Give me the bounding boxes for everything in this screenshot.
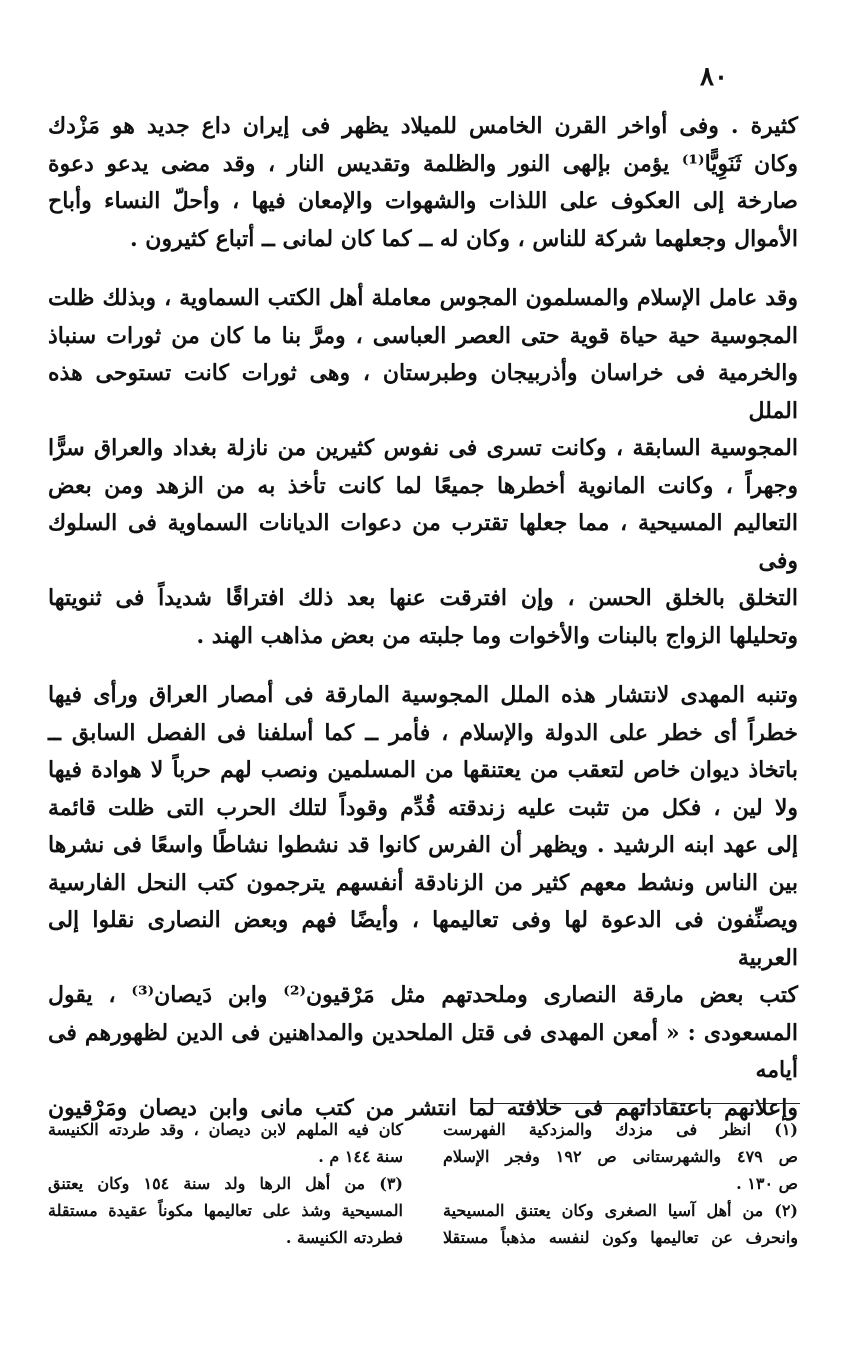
text-line: خطراً أى خطر على الدولة والإسلام ، فأمر ــ كما أسلفنا فى الفصل السابق ــ [48, 719, 798, 746]
main-text [48, 108, 798, 1149]
paragraph-2 [48, 280, 798, 655]
text-line: إلى عهد ابنه الرشيد . ويظهر أن الفرس كانوا قد نشطوا نشاطًا واسعًا فى نشرها [48, 832, 798, 858]
text-line: وتحليلها الزواج بالبنات والأخوات وما جلبته من بعض مذاهب الهند . [196, 622, 798, 649]
text-line: كثيرة . وفى أواخر القرن الخامس للميلاد يظهر فى إيران داع جديد هو مَزْدك [48, 113, 798, 139]
footnote-line: سنة ١٤٤ م . [318, 1147, 403, 1166]
footnote-line: (١) انظر فى مزدك والمزدكية الفهرست [443, 1120, 798, 1139]
footnote-line: ص ١٣٠ . [736, 1174, 798, 1193]
footnote-divider [470, 1103, 800, 1104]
footnote-line: (٣) من أهل الرها ولد سنة ١٥٤ وكان يعتنق [48, 1174, 403, 1193]
text-line: والخرمية فى خراسان وأذربيجان وطبرستان ، وهى ثورات كانت تستوحى هذه الملل [48, 360, 798, 424]
text-line: ولا لين ، فكل من تثبت عليه زندقته قُدِّم وقوداً لتلك الحرب التى ظلت قائمة [48, 794, 798, 821]
text-line: المجوسية السابقة ، وكانت تسرى فى نفوس كثيرين من نازلة بغداد والعراق سرًّا [48, 435, 798, 461]
paragraph-3 [48, 677, 798, 1127]
text-line: وتنبه المهدى لانتشار هذه الملل المجوسية المارقة فى أمصار العراق ورأى فيها [48, 682, 798, 708]
footnote-column-right [443, 1116, 798, 1251]
footnote-line: المسيحية وشذ على تعاليمها مكوناً عقيدة مستقلة [48, 1201, 403, 1220]
text-line: التخلق بالخلق الحسن ، وإن افترقت عنها بعد ذلك افتراقًا شديداً فى ثنويتها [48, 585, 798, 611]
text-line: وجهراً ، وكانت المانوية أخطرها جميعًا لما كانت تأخذ به من الزهد ومن بعض [48, 472, 799, 499]
footnote-line: وانحرف عن تعاليمها وكون لنفسه مذهباً مستقلا [443, 1228, 798, 1247]
text-line: وقد عامل الإسلام والمسلمون المجوس معاملة أهل الكتب السماوية ، وبذلك ظلت [48, 285, 798, 311]
footnote-line: ص ٤٧٩ والشهرستانى ص ١٩٢ وفجر الإسلام [443, 1147, 798, 1166]
text-line: وكان ثَنَوِيًّا⁽¹⁾ يؤمن بإلهى النور والظلمة وتقديس النار ، وقد مضى يدعو دعوة [48, 150, 798, 177]
footnote-line: فطردته الكنيسة . [285, 1228, 403, 1247]
text-line: صارخة إلى العكوف على اللذات والشهوات والإمعان فيها ، وأحلّ النساء وأباح [48, 188, 798, 214]
paragraph-1 [48, 108, 798, 258]
text-line: وإعلانهم باعتقاداتهم فى خلافته لما انتشر من كتب مانى وابن ديصان ومَرْقيون [48, 1094, 798, 1121]
text-line: الأموال وجعلهما شركة للناس ، وكان له ــ كما كان لمانى ــ أتباع كثيرون . [129, 225, 798, 252]
text-line: المسعودى : « أمعن المهدى فى قتل الملحدين والمداهنين فى الدين لظهورهم فى أيامه [48, 1019, 798, 1083]
text-line: بين الناس ونشط معهم كثير من الزنادقة أنفسهم يترجمون كتب النحل الفارسية [48, 869, 798, 896]
text-line: ويصنِّفون فى الدعوة لها وفى تعاليمها ، وأيضًا فهم وبعض النصارى نقلوا إلى العربية [48, 907, 798, 971]
footnotes [48, 1116, 798, 1251]
page-number: ٨٠ [700, 62, 728, 92]
footnote-line: (٢) من أهل آسيا الصغرى وكان يعتنق المسيحية [443, 1201, 798, 1220]
text-line: المجوسية حية حياة قوية حتى العصر العباسى ، ومرَّ بنا ما كان من ثورات سنباذ [48, 322, 798, 349]
footnote-column-left [48, 1116, 403, 1251]
text-line: باتخاذ ديوان خاص لتعقب من يعتنقها من المسلمين ونصب لهم حرباً لا هوادة فيها [48, 757, 798, 783]
text-line: التعاليم المسيحية ، مما جعلها تقترب من دعوات الديانات السماوية فى السلوك وفى [48, 510, 798, 574]
footnote-line: كان فيه الملهم لابن ديصان ، وقد طردته الكنيسة [48, 1120, 403, 1139]
text-line: كتب بعض مارقة النصارى وملحدتهم مثل مَرْقيون⁽²⁾ وابن دَيصان⁽³⁾ ، يقول [48, 982, 798, 1008]
